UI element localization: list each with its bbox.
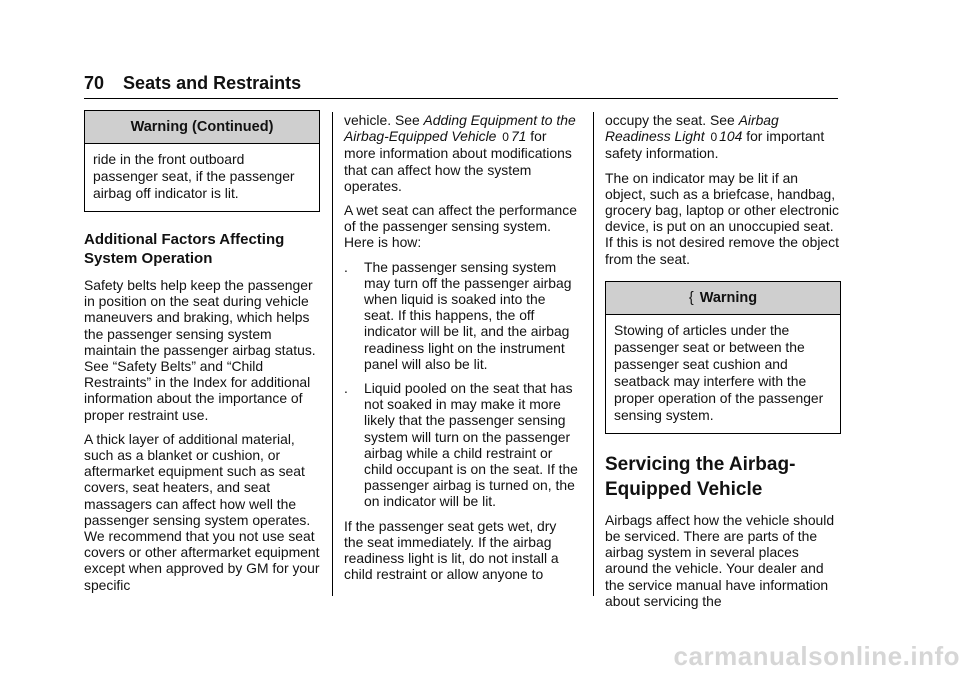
list-item [344,259,578,372]
column-2 [344,112,578,590]
warning-continued-body: ride in the front outboard passenger seat, if the passenger airbag off indicator is lit. [93,151,295,201]
list-item-text: The passenger sensing system may turn off the passenger airbag when liquid is soaked into the seat. If this happens, the off indicator will be lit, and the airbag readiness light on the instrument panel will also be lit. [364,258,572,372]
text: for important safety information. [605,128,825,162]
page-reference-icon: 0 [502,130,509,145]
bullet-icon: . [344,380,348,397]
cross-reference-link[interactable]: Adding Equipment to the Airbag-Equipped Vehicle [344,112,576,145]
paragraph-with-reference [344,112,578,194]
page-number: 70 [84,73,105,93]
subheading: Additional Factors Affecting System Operation [84,231,285,267]
list-item [344,380,578,510]
warning-continued-box [84,110,320,212]
paragraph: Airbags affect how the vehicle should be serviced. There are parts of the airbag system in several places around the vehicle. Your dealer and the service manual have information about servicing the [605,511,835,609]
section-title: Seats and Restraints [123,73,302,93]
paragraph: The on indicator may be lit if an object, such as a briefcase, handbag, grocery bag, laptop or other electronic device, is put on an unoccupied seat. If this is not desired remove the object from the seat. [605,169,839,267]
page-reference-number[interactable]: 104 [719,128,743,145]
paragraph: Safety belts help keep the passenger in position on the seat during vehicle maneuvers and braking, which helps the passenger sensing system maintain the passenger airbag status. See “Safety Belts” and “Child Restraints” in the Index for additional information about the importance of proper restraint use. [84,277,316,423]
page-reference-icon: 0 [710,130,718,145]
warning-continued-title: Warning (Continued) [85,111,319,144]
warning-body: Stowing of articles under the passenger seat or between the passenger seat cushion and seatback may interfere with the proper operation of the passenger sensing system. [614,321,824,423]
column-divider [332,112,333,596]
column-3 [605,112,841,617]
warning-title [606,282,840,315]
text: occupy the seat. See [605,112,739,128]
column-1 [84,110,320,601]
text: for more information about modifications that can affect how the system operates. [344,128,572,194]
section-heading: Servicing the Airbag-Equipped Vehicle [605,453,796,500]
page-reference-number[interactable]: 71 [510,128,527,145]
paragraph: If the passenger seat gets wet, dry the seat immediately. If the airbag readiness light is lit, do not install a child restraint or allow anyone to [344,517,559,583]
paragraph: A wet seat can affect the performance of the passenger sensing system. Here is how: [344,202,577,251]
list-item-text: Liquid pooled on the seat that has not soaked in may make it more likely that the passenger sensing system will turn on the passenger airbag while a child restraint or child occupant is on the seat. If the passenger airbag is turned on, the on indicator will be lit. [364,380,578,510]
column-divider [593,112,594,596]
warning-icon: { [688,289,694,306]
cross-reference-link[interactable]: Airbag Readiness Light [605,112,779,145]
page-header [84,72,838,94]
text: vehicle. See [344,112,424,128]
paragraph: A thick layer of additional material, such as a blanket or cushion, or aftermarket equipment such as seat covers, seat heaters, and seat massagers can affect how well the passenger sensing system operates. We recommend that you not use seat covers or other aftermarket equipment except when approved by GM for your specific [84,430,320,593]
header-rule [84,98,838,99]
watermark: carmanualsonline.info [673,641,960,671]
bullet-icon: . [344,258,348,275]
warning-title-text: Warning [699,289,758,306]
paragraph-with-reference [605,112,841,162]
warning-box [605,281,841,434]
